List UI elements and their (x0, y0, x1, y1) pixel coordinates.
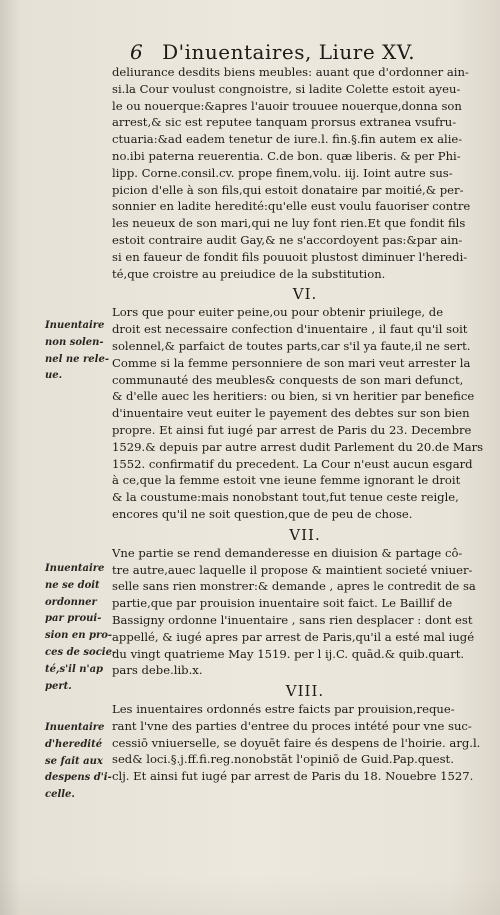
margin-note-8 (45, 720, 111, 804)
text-line: pars debe.lib.x. (112, 663, 203, 678)
section-6-text (112, 304, 498, 522)
margin-line: té,s'il n'ap (45, 663, 104, 675)
margin-line: Inuentaire (45, 722, 105, 733)
text-line: sonnier en ladite heredité:qu'elle eust voulu fauoriser contre (112, 199, 471, 214)
margin-line: ordonner (45, 596, 97, 608)
text-line: & la coustume:mais nonobstant tout,fut tenue ceste reigle, (112, 490, 459, 505)
margin-note-7 (45, 561, 117, 695)
text-line: clj. Et ainsi fut iugé par arrest de Paris du 18. Nouebre 1527. (112, 769, 474, 784)
text-line: arrest,& sic est reputee tanquam prorsus extranea vsufru- (112, 115, 457, 130)
margin-line: par proui- (45, 613, 102, 625)
text-line: lipp. Corne.consil.cv. prope finem,volu. iij. Ioint autre sus- (112, 165, 453, 180)
text-line: solennel,& parfaict de toutes parts,car s'il ya faute,il ne sert. (112, 338, 471, 353)
margin-line: Inuentaire (45, 563, 105, 574)
text-line: deliurance desdits biens meubles: auant que d'ordonner ain- (112, 65, 469, 79)
paragraph-1 (112, 64, 498, 282)
text-line: 1529.& depuis par autre arrest dudit Parlement du 20.de Mars (112, 439, 484, 454)
text-line: si.la Cour voulust congnoistre, si ladite Colette estoit ayeu- (112, 81, 461, 96)
text-line: le ou nouerque:&apres l'auoir trouuee nouerque,donna son (112, 98, 462, 113)
text-line: tre autre,auec laquelle il propose & maintient societé vniuer- (112, 562, 473, 577)
margin-line: d'heredité (45, 738, 103, 750)
margin-note-6 (45, 318, 111, 385)
text-line: à ce,que la femme estoit vne ieune femme ignorant le droit (112, 473, 461, 488)
margin-line: ne se doit (45, 579, 100, 591)
margin-line: Inuentaire (45, 320, 105, 331)
text-line: sed& loci.§.j.ff.fi.reg.nonobstāt l'opiniō de Guid.Pap.quest. (112, 752, 454, 767)
text-line: encores qu'il ne soit question,que de peu de chose. (112, 506, 413, 521)
text-line: Lors que pour euiter peine,ou pour obtenir priuilege, de (112, 305, 444, 320)
margin-line: se fait aux (45, 755, 103, 767)
text-line: estoit contraire audit Gay,& ne s'accordoyent pas:&par ain- (112, 232, 463, 247)
text-line: Vne partie se rend demanderesse en diuision & partage cô- (112, 545, 463, 560)
section-7-text (112, 545, 498, 679)
section-number-7: VII. (289, 525, 321, 544)
body-text (112, 64, 498, 785)
margin-line: celle. (45, 789, 75, 801)
text-line: Les inuentaires ordonnés estre faicts par prouision,reque- (112, 702, 455, 717)
text-line: ctuaria:&ad eadem tenetur de iure.l. fin.§.fin autem ex alie- (112, 132, 463, 147)
running-head (130, 40, 470, 64)
text-line: cessiō vniuerselle, se doyuēt faire és despens de l'hoirie. arg.l. (112, 735, 481, 750)
margin-line: despens d'i- (45, 772, 112, 784)
text-line: rant l'vne des parties d'entree du proces intété pour vne suc- (112, 718, 472, 733)
text-line: no.ibi paterna reuerentia. C.de bon. quæ liberis. & per Phi- (112, 148, 461, 163)
text-line: propre. Et ainsi fut iugé par arrest de Paris du 23. Decembre (112, 422, 472, 437)
section-number-6: VI. (292, 285, 318, 304)
text-line: du vingt quatrieme May 1519. per l ij.C. quād.& quib.quart. (112, 646, 465, 661)
margin-line: nel ne rele- (45, 353, 109, 365)
text-line: Comme si la femme personniere de son mari veut arrester la (112, 355, 471, 370)
margin-line: ue. (45, 370, 63, 382)
margin-line: sion en pro- (45, 630, 113, 642)
text-line: & d'elle auec les heritiers: ou bien, si vn heritier par benefice (112, 389, 475, 404)
margin-line: pert. (45, 680, 72, 692)
text-line: si en faueur de fondit fils pouuoit plustost diminuer l'heredi- (112, 249, 468, 264)
text-line: té,que croistre au preiudice de la substitution. (112, 266, 386, 281)
text-line: d'inuentaire veut euiter le payement des debtes sur son bien (112, 406, 470, 421)
margin-line: non solen- (45, 336, 104, 348)
text-line: Bassigny ordonne l'inuentaire , sans rien desplacer : dont est (112, 612, 473, 627)
text-line: appellé, & iugé apres par arrest de Paris,qu'il a esté mal iugé (112, 629, 475, 644)
text-line: partie,que par prouision inuentaire soit faict. Le Baillif de (112, 596, 453, 611)
page-number: 6 (130, 40, 144, 64)
page-shadow (0, 875, 500, 915)
section-8-text (112, 701, 498, 785)
text-line: selle sans rien monstrer:& demande , apres le contredit de sa (112, 579, 476, 594)
section-number-8: VIII. (285, 682, 325, 701)
text-line: picion d'elle à son fils,qui estoit donataire par moitié,& per- (112, 182, 464, 197)
text-line: droit est necessaire confection d'inuentaire , il faut qu'il soit (112, 322, 468, 337)
margin-line: ces de socie- (45, 646, 117, 658)
text-line: 1552. confirmatif du precedent. La Cour n'eust aucun esgard (112, 456, 473, 471)
running-title: D'inuentaires, Liure XV. (162, 40, 416, 64)
text-line: communauté des meubles& conquests de son mari defunct, (112, 372, 464, 387)
text-line: les neueux de son mari,qui ne luy font rien.Et que fondit fils (112, 216, 466, 231)
